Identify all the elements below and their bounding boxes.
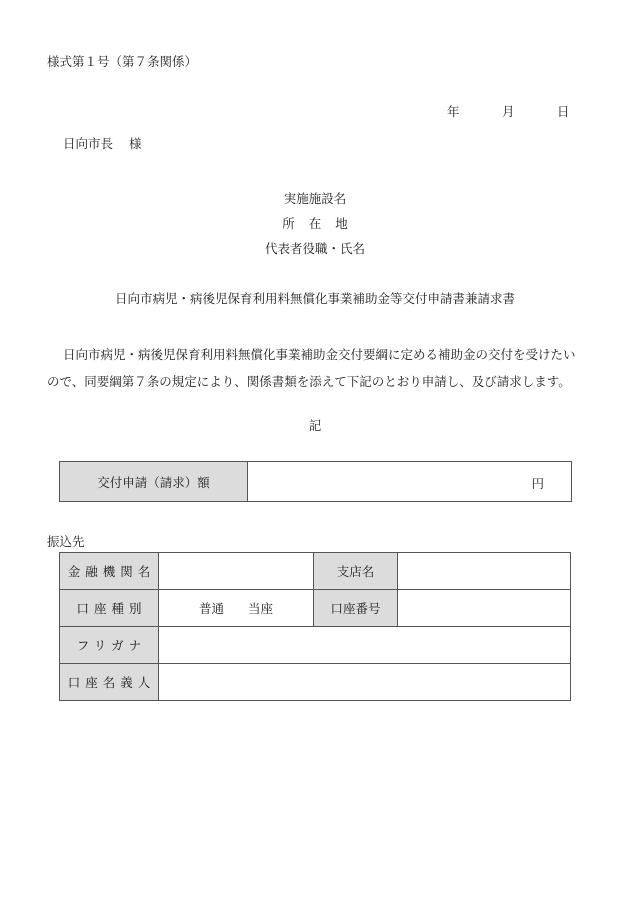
addressee-suffix: 様 [129, 136, 142, 151]
bank-name-field[interactable] [159, 553, 314, 590]
account-type-label: 口座種別 [60, 590, 159, 627]
facility-name-label: 実施施設名 [283, 191, 347, 206]
table-row [60, 553, 571, 590]
applicant-block [0, 190, 630, 265]
account-holder-label: 口座名義人 [60, 664, 159, 701]
document-title: 日向市病児・病後児保育利用料無償化事業補助金等交付申請書兼請求書 [114, 291, 515, 306]
amount-label: 交付申請（請求）額 [60, 462, 248, 502]
date-row [0, 102, 630, 120]
form-number: 様式第１号（第７条関係） [47, 54, 198, 69]
amount-table [59, 461, 572, 502]
bank-name-label: 金融機関名 [60, 553, 159, 590]
yen-unit: 円 [531, 476, 544, 491]
representative-label: 代表者役職・氏名 [264, 241, 365, 256]
location-label: 所在地 [282, 216, 362, 231]
furigana-label: フリガナ [60, 627, 159, 664]
body-line-2: ので、同要綱第７条の規定により、関係書類を添えて下記のとおり申請し、及び請求します。 [47, 374, 571, 389]
branch-field[interactable] [398, 553, 571, 590]
date-month-label: 月 [502, 104, 515, 119]
account-number-label: 口座番号 [314, 590, 398, 627]
addressee-name: 日向市長 [63, 136, 114, 151]
date-year-label: 年 [447, 104, 460, 119]
furigana-field[interactable] [159, 627, 571, 664]
account-holder-field[interactable] [159, 664, 571, 701]
amount-field[interactable] [248, 462, 572, 502]
body-line-1: 日向市病児・病後児保育利用料無償化事業補助金交付要綱に定める補助金の交付を受けたい [63, 347, 576, 362]
account-number-field[interactable] [398, 590, 571, 627]
bank-table [59, 552, 571, 701]
account-type-current[interactable]: 当座 [248, 601, 274, 616]
body-text [47, 341, 587, 395]
transfer-heading: 振込先 [47, 534, 85, 549]
account-type-ordinary[interactable]: 普通 [198, 601, 224, 616]
account-type-field[interactable] [159, 590, 314, 627]
ki-marker: 記 [308, 418, 322, 433]
date-day-label: 日 [557, 104, 570, 119]
table-row [60, 627, 571, 664]
branch-label: 支店名 [314, 553, 398, 590]
table-row [60, 590, 571, 627]
table-row [60, 664, 571, 701]
